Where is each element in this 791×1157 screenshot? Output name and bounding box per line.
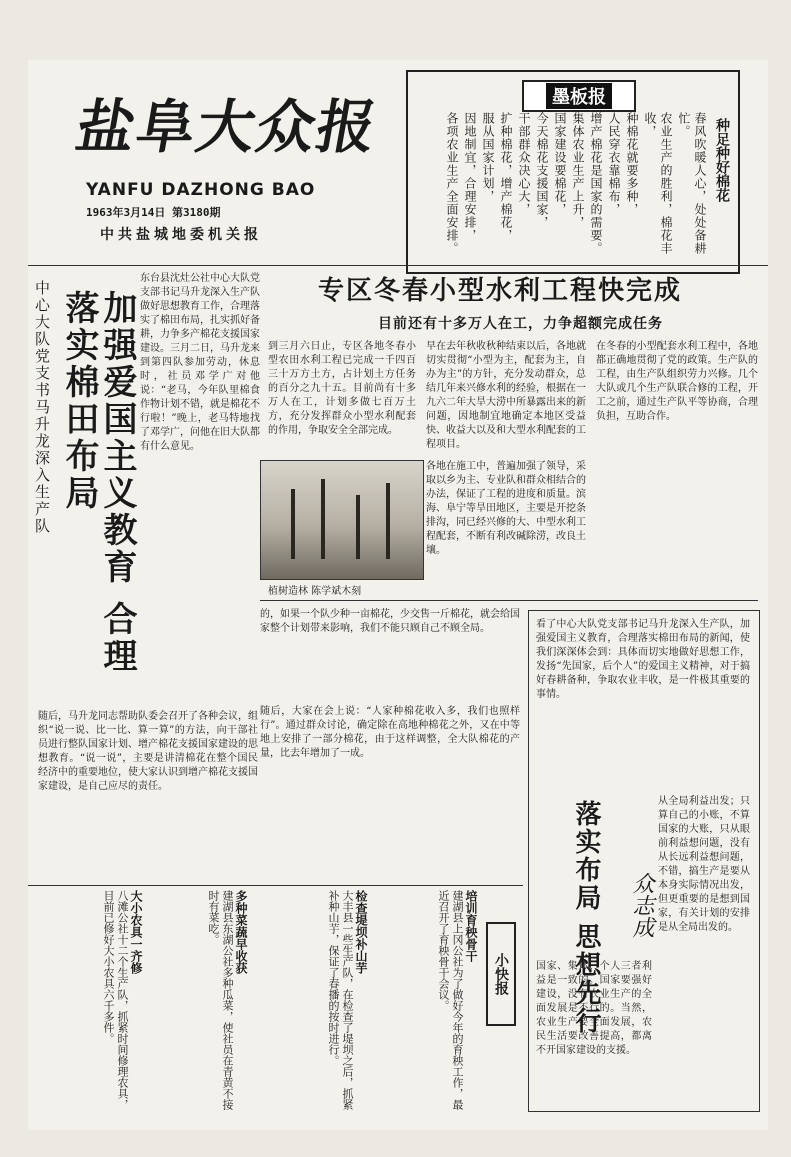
headline-main: 专区冬春小型水利工程快完成 bbox=[318, 276, 683, 306]
blackboard-line: 国家建设要棉花， bbox=[553, 112, 567, 216]
blackboard-line: 因地制宜，合理安排， bbox=[463, 112, 477, 242]
blackboard-columns bbox=[408, 112, 708, 264]
blackboard-line: 增产棉花是国家的需要。 bbox=[589, 112, 603, 255]
left-subheading: 中心大队党支书马升龙深入生产队 bbox=[33, 280, 51, 535]
divider bbox=[28, 265, 768, 266]
brief-text: 建湖县东湖公社多种瓜菜，使社员在青黄不接时有菜吃。 bbox=[207, 890, 234, 1110]
blackboard-line: 扩种棉花，增产棉花， bbox=[499, 112, 513, 242]
small-news-label: 小快报 bbox=[486, 922, 516, 1026]
brief-item bbox=[378, 890, 478, 1120]
commentary-intro: 看了中心大队党支部书记马升龙深入生产队，加强爱国主义教育，合理落实棉田布局的新闻，使我们深深体会到：具体而切实地做好思想工作，发扬“先国家，后个人”的爱国主义精神，对于搞好春耕备种，争取农业丰收，是一件极其重要的事情。 bbox=[536, 619, 750, 700]
article-center-f: 随后，大家在会上说：“人家种棉花收入多，我们也照样行”。通过群众讨论，确定除在高地种棉花之外，又在中等地上安排了一部分棉花，由于这样调整，全大队棉花的产量，比去年增加了一成。 bbox=[260, 706, 520, 759]
blackboard-line: 种棉花就要多种， bbox=[625, 112, 639, 216]
blackboard-box bbox=[406, 70, 740, 274]
photo-caption: 植树造林 陈学斌木刻 bbox=[268, 586, 362, 597]
blackboard-line: 农业生产的胜利，棉花丰收， bbox=[643, 112, 673, 255]
commentary-author: 众志成 bbox=[629, 872, 654, 938]
brief-item bbox=[48, 890, 143, 1120]
headline-sub: 目前还有十多万人在工，力争超额完成任务 bbox=[378, 316, 663, 332]
blackboard-line: 春风吹暖人心，处处备耕忙。 bbox=[677, 112, 707, 255]
article-left-top: 东台县沈灶公社中心大队党支部书记马升龙深入生产队做好思想教育工作，合理落实了棉田布局，扎实抓好备耕，力争多产棉花支援国家建设。三月二日，马升龙来到第四队参加劳动，休息时，社员邓学广对他说：“老马，今年队里棉食作物计划不错，就是棉花不行啦！”晚上，老马特地找了邓学广，问他在旧大队都有什么意见。 bbox=[140, 273, 260, 452]
brief-title: 多种菜蔬早收获 bbox=[234, 890, 248, 974]
article-left-mid: 随后，马升龙同志帮助队委会召开了各种会议，组织“说一说、比一比、算一算”的方法，向干部社员进行整队国家计划、增产棉花支援国家建设的思想教育。“说一说”，主要是讲清棉花在整个国民经济中的重要地位，使大家认识到增产棉花支援国家建设，是自己应尽的责任。 bbox=[38, 711, 258, 792]
woodcut-photo bbox=[260, 460, 424, 580]
blackboard-line: 干部群众决心大， bbox=[517, 112, 531, 216]
brief-text: 八滩公社十二个生产队，抓紧时间修理农具，目前已修好大小农具六千多件。 bbox=[102, 890, 129, 1110]
brief-title: 培训育秧骨干 bbox=[464, 890, 478, 962]
commentary-body-b: 从全局利益出发；只算自己的小账，不算国家的大账，只从眼前利益想问题，没有从长远利益想问题，不错，搞生产是要从本身实际情况出发，但更重要的是想到国家，有关计划的安排是从全局出发的。 bbox=[658, 796, 750, 933]
blackboard-badge: 墨板报 bbox=[522, 80, 636, 112]
masthead-title: 盐阜大众报 bbox=[71, 93, 384, 161]
brief-item bbox=[258, 890, 368, 1120]
masthead-pinyin: YANFU DAZHONG BAO bbox=[86, 180, 316, 200]
article-center-b: 早在去年秋收秋种结束以后，各地就切实贯彻“小型为主，配套为主，自办为主”的方针，充分发动群众，总结几年来兴修水利的经验，根据在一九六二年大旱大涝中所暴露出来的新问题，因地制宜地确定本地区受益快、收益大以及和大型水利配套的工程项目。 bbox=[426, 341, 586, 450]
article-center-a: 到三月六日止，专区各地冬春小型农田水利工程已完成一千四百三十万方土方，占计划土方任务的百分之九十五。目前尚有十多万人在工，计划多做七百万土方，充分发挥群众小型水利配套的作用，争取安全全部完成。 bbox=[268, 341, 416, 436]
main-headline bbox=[318, 270, 758, 333]
left-title: 加强爱国主义教育 合理落实棉田布局 bbox=[59, 290, 137, 675]
blackboard-line: 人民穿衣靠棉布， bbox=[607, 112, 621, 216]
commentary-body-c: 国家、集体、个人三者利益是一致的。国家要强好建设，没有农业生产的全面发展是不行的。当然，农业生产要全面发展，农民生活要改善提高，都离不开国家建设的支援。 bbox=[536, 961, 652, 1056]
masthead bbox=[71, 80, 384, 260]
brief-text: 建湖县上冈公社为了做好今年的育秧工作，最近召开了育秧骨干会议。 bbox=[437, 890, 464, 1110]
article-center-e: 的，如果一个队少种一亩棉花，少交售一斤棉花，就会给国家整个计划带来影响，我们不能只顾自己不顾全局。 bbox=[260, 609, 520, 634]
newspaper-page bbox=[28, 60, 768, 1130]
blackboard-line: 集体农业生产上升， bbox=[571, 112, 585, 229]
brief-title: 大小农具一齐修 bbox=[129, 890, 143, 974]
brief-title: 检查堤坝补山芋 bbox=[354, 890, 368, 974]
masthead-org: 中共盐城地委机关报 bbox=[100, 227, 262, 243]
divider bbox=[260, 600, 758, 601]
article-center-c: 各地在施工中，普遍加强了领导，采取以乡为主、专业队和群众相结合的办法，保证了工程的进度和质量。滨海、阜宁等旱田地区，主要是开挖条排沟，同已经兴修的大、中型水利工程配套，不断有利改碱除涝，改良土壤。 bbox=[426, 461, 586, 556]
divider bbox=[28, 885, 523, 886]
blackboard-line: 服从国家计划， bbox=[481, 112, 495, 203]
commentary-title: 落实布局 思想先行 bbox=[571, 800, 601, 1036]
blackboard-title: 种足种好棉花 bbox=[714, 118, 730, 202]
brief-text: 大丰县一些生产队，在检查了堤坝之后，抓紧补种山芋，保证了春播的按时进行。 bbox=[327, 890, 354, 1110]
brief-item bbox=[153, 890, 248, 1120]
masthead-date: 1963年3月14日 第3180期 bbox=[86, 206, 221, 219]
blackboard-line: 各项农业生产全面安排。 bbox=[445, 112, 459, 255]
blackboard-line: 今天棉花支援国家， bbox=[535, 112, 549, 229]
article-center-d: 在冬春的小型配套水利工程中，各地都正确地贯彻了党的政策。生产队的工程，由生产队组织劳力兴修。几个大队或几个生产队联合修的工程，开工之前，通过生产队平等协商，合理负担，互助合作。 bbox=[596, 341, 758, 422]
